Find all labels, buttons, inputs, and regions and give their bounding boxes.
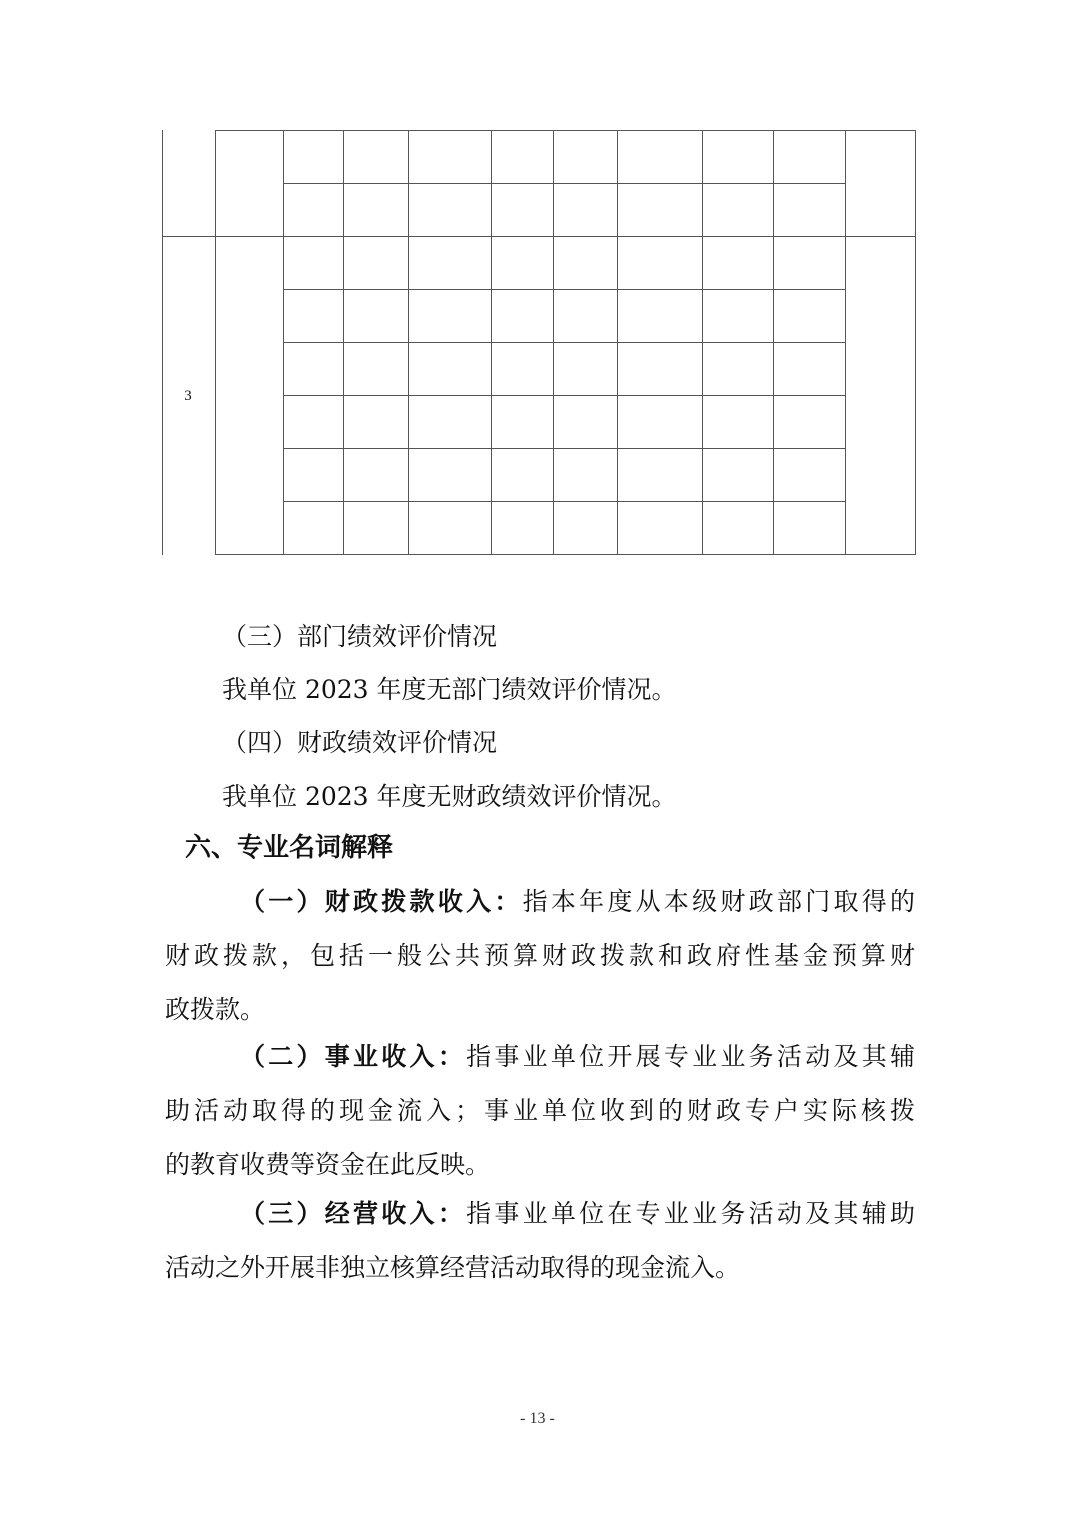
glossary-term: （三）经营收入： xyxy=(240,1199,467,1228)
table-row-number: 3 xyxy=(184,388,192,404)
table-line xyxy=(915,130,916,555)
table-line xyxy=(162,236,916,237)
paragraph-line: 活动之外开展非独立核算经营活动取得的现金流入。 xyxy=(165,1253,741,1282)
table-line xyxy=(215,554,916,555)
data-table xyxy=(0,0,1075,560)
table-line xyxy=(283,395,846,396)
table-line xyxy=(408,130,409,555)
table-line xyxy=(491,130,492,555)
paragraph-line: 政拨款。 xyxy=(165,995,266,1024)
table-line xyxy=(215,130,916,131)
table-line xyxy=(283,130,284,555)
fiscal-eval-heading: （四）财政绩效评价情况 xyxy=(222,728,498,757)
paragraph-line: 的教育收费等资金在此反映。 xyxy=(165,1150,491,1179)
glossary-item-fiscal-appropriation xyxy=(165,875,915,1037)
table-line xyxy=(553,130,554,555)
glossary-term: （一）财政拨款收入： xyxy=(240,887,523,916)
table-line xyxy=(283,448,846,449)
glossary-heading: 六、专业名词解释 xyxy=(185,833,394,863)
glossary-item-business-income xyxy=(165,1030,915,1192)
table-line xyxy=(162,130,163,555)
paragraph-line xyxy=(165,1187,915,1241)
glossary-definition: 指事业单位开展专业业务活动及其辅 xyxy=(466,1042,915,1071)
table-line xyxy=(845,130,846,555)
table-line xyxy=(283,289,846,290)
glossary-item-operating-income xyxy=(165,1187,915,1295)
table-line xyxy=(215,130,216,555)
paragraph-line: 财政拨款，包括一般公共预算财政拨款和政府性基金预算财 xyxy=(165,941,915,970)
paragraph-line: 助活动取得的现金流入；事业单位收到的财政专户实际核拨 xyxy=(165,1096,915,1125)
dept-eval-text: 我单位 2023 年度无部门绩效评价情况。 xyxy=(222,675,677,704)
table-line xyxy=(773,130,774,555)
glossary-definition: 指本年度从本级财政部门取得的 xyxy=(522,887,915,916)
table-line xyxy=(283,342,846,343)
paragraph-line xyxy=(165,1030,915,1084)
table-line xyxy=(283,183,846,184)
fiscal-eval-text: 我单位 2023 年度无财政绩效评价情况。 xyxy=(222,782,677,811)
page-number: - 13 - xyxy=(520,1410,555,1427)
glossary-term: （二）事业收入： xyxy=(240,1042,467,1071)
table-line xyxy=(343,130,344,555)
paragraph-line xyxy=(165,875,915,929)
table-line xyxy=(283,501,846,502)
glossary-definition: 指事业单位在专业业务活动及其辅助 xyxy=(466,1199,915,1228)
table-line xyxy=(702,130,703,555)
dept-eval-heading: （三）部门绩效评价情况 xyxy=(222,622,498,651)
table-line xyxy=(617,130,618,555)
